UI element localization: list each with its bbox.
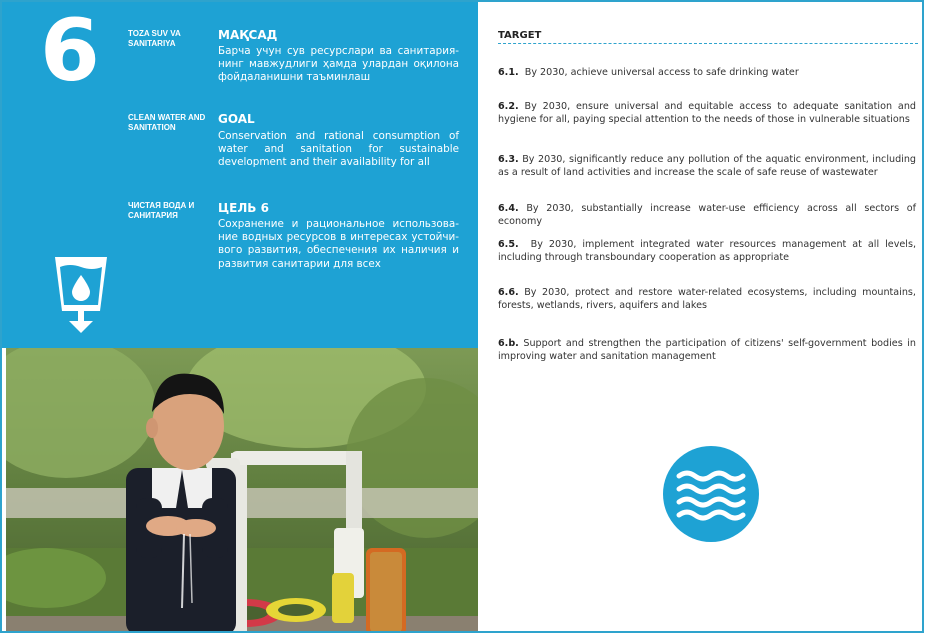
goal-panel xyxy=(2,2,478,348)
target-number: 6.b. xyxy=(498,338,519,349)
ru-small-label: ЧИСТАЯ ВОДА И САНИТАРИЯ xyxy=(128,201,195,220)
target-divider xyxy=(498,43,918,44)
boy-washing-hands-photo xyxy=(6,348,478,633)
ru-goal-text: Сохранение и рациональное использова-ние водных ресурсов в интересах устойчи-вого развития, обеспечения их наличия и развития санитарии для всех xyxy=(218,218,459,270)
target-text: By 2030, significantly reduce any pollution of the aquatic environment, including as a result of land activities and increase the scale of safe reuse of wastewater xyxy=(498,154,916,178)
target-number: 6.6. xyxy=(498,287,519,298)
target-item-6-4 xyxy=(498,202,916,228)
target-item-6-1 xyxy=(498,66,916,79)
target-text: Support and strengthen the participation of citizens' self-government bodies in improving water and sanitation management xyxy=(498,338,916,362)
water-glass-drop-icon xyxy=(52,255,110,335)
uz-small-label: TOZA SUV VA SANITARIYA xyxy=(128,29,181,48)
target-item-6-6 xyxy=(498,286,916,312)
target-item-6-2 xyxy=(498,100,916,126)
uz-goal-text: Барча учун сув ресурслари ва санитария-нинг мавжудлиги ҳамда улардан оқилона фойдаланишни таъминлаш xyxy=(218,45,459,84)
target-text: By 2030, ensure universal and equitable access to adequate sanitation and hygiene for all, paying special attention to the needs of those in vulnerable situations xyxy=(498,101,916,125)
target-item-6-5 xyxy=(498,238,916,264)
ru-heading: ЦЕЛЬ 6 xyxy=(218,201,269,215)
target-item-6-b xyxy=(498,337,916,363)
en-goal-text: Conservation and rational consumption of water and sanitation for sustainable development and their availability for all xyxy=(218,130,459,169)
target-text: By 2030, protect and restore water-related ecosystems, including mountains, forests, wetlands, rivers, aquifers and lakes xyxy=(498,287,916,311)
uz-heading: МАҚСАД xyxy=(218,28,278,42)
target-title: TARGET xyxy=(498,30,542,41)
en-small-label: CLEAN WATER AND SANITATION xyxy=(128,113,206,132)
target-text: By 2030, substantially increase water-use efficiency across all sectors of economy xyxy=(498,203,916,227)
en-heading: GOAL xyxy=(218,112,255,126)
target-number: 6.1. xyxy=(498,67,519,78)
target-number: 6.2. xyxy=(498,101,519,112)
goal-number: 6 xyxy=(40,1,100,101)
target-text: By 2030, achieve universal access to safe drinking water xyxy=(524,67,799,78)
water-waves-icon xyxy=(663,446,759,542)
target-item-6-3 xyxy=(498,153,916,179)
target-number: 6.3. xyxy=(498,154,519,165)
target-number: 6.4. xyxy=(498,203,519,214)
target-number: 6.5. xyxy=(498,239,519,250)
target-text: By 2030, implement integrated water resources management at all levels, including through transboundary cooperation as appropriate xyxy=(498,239,916,263)
